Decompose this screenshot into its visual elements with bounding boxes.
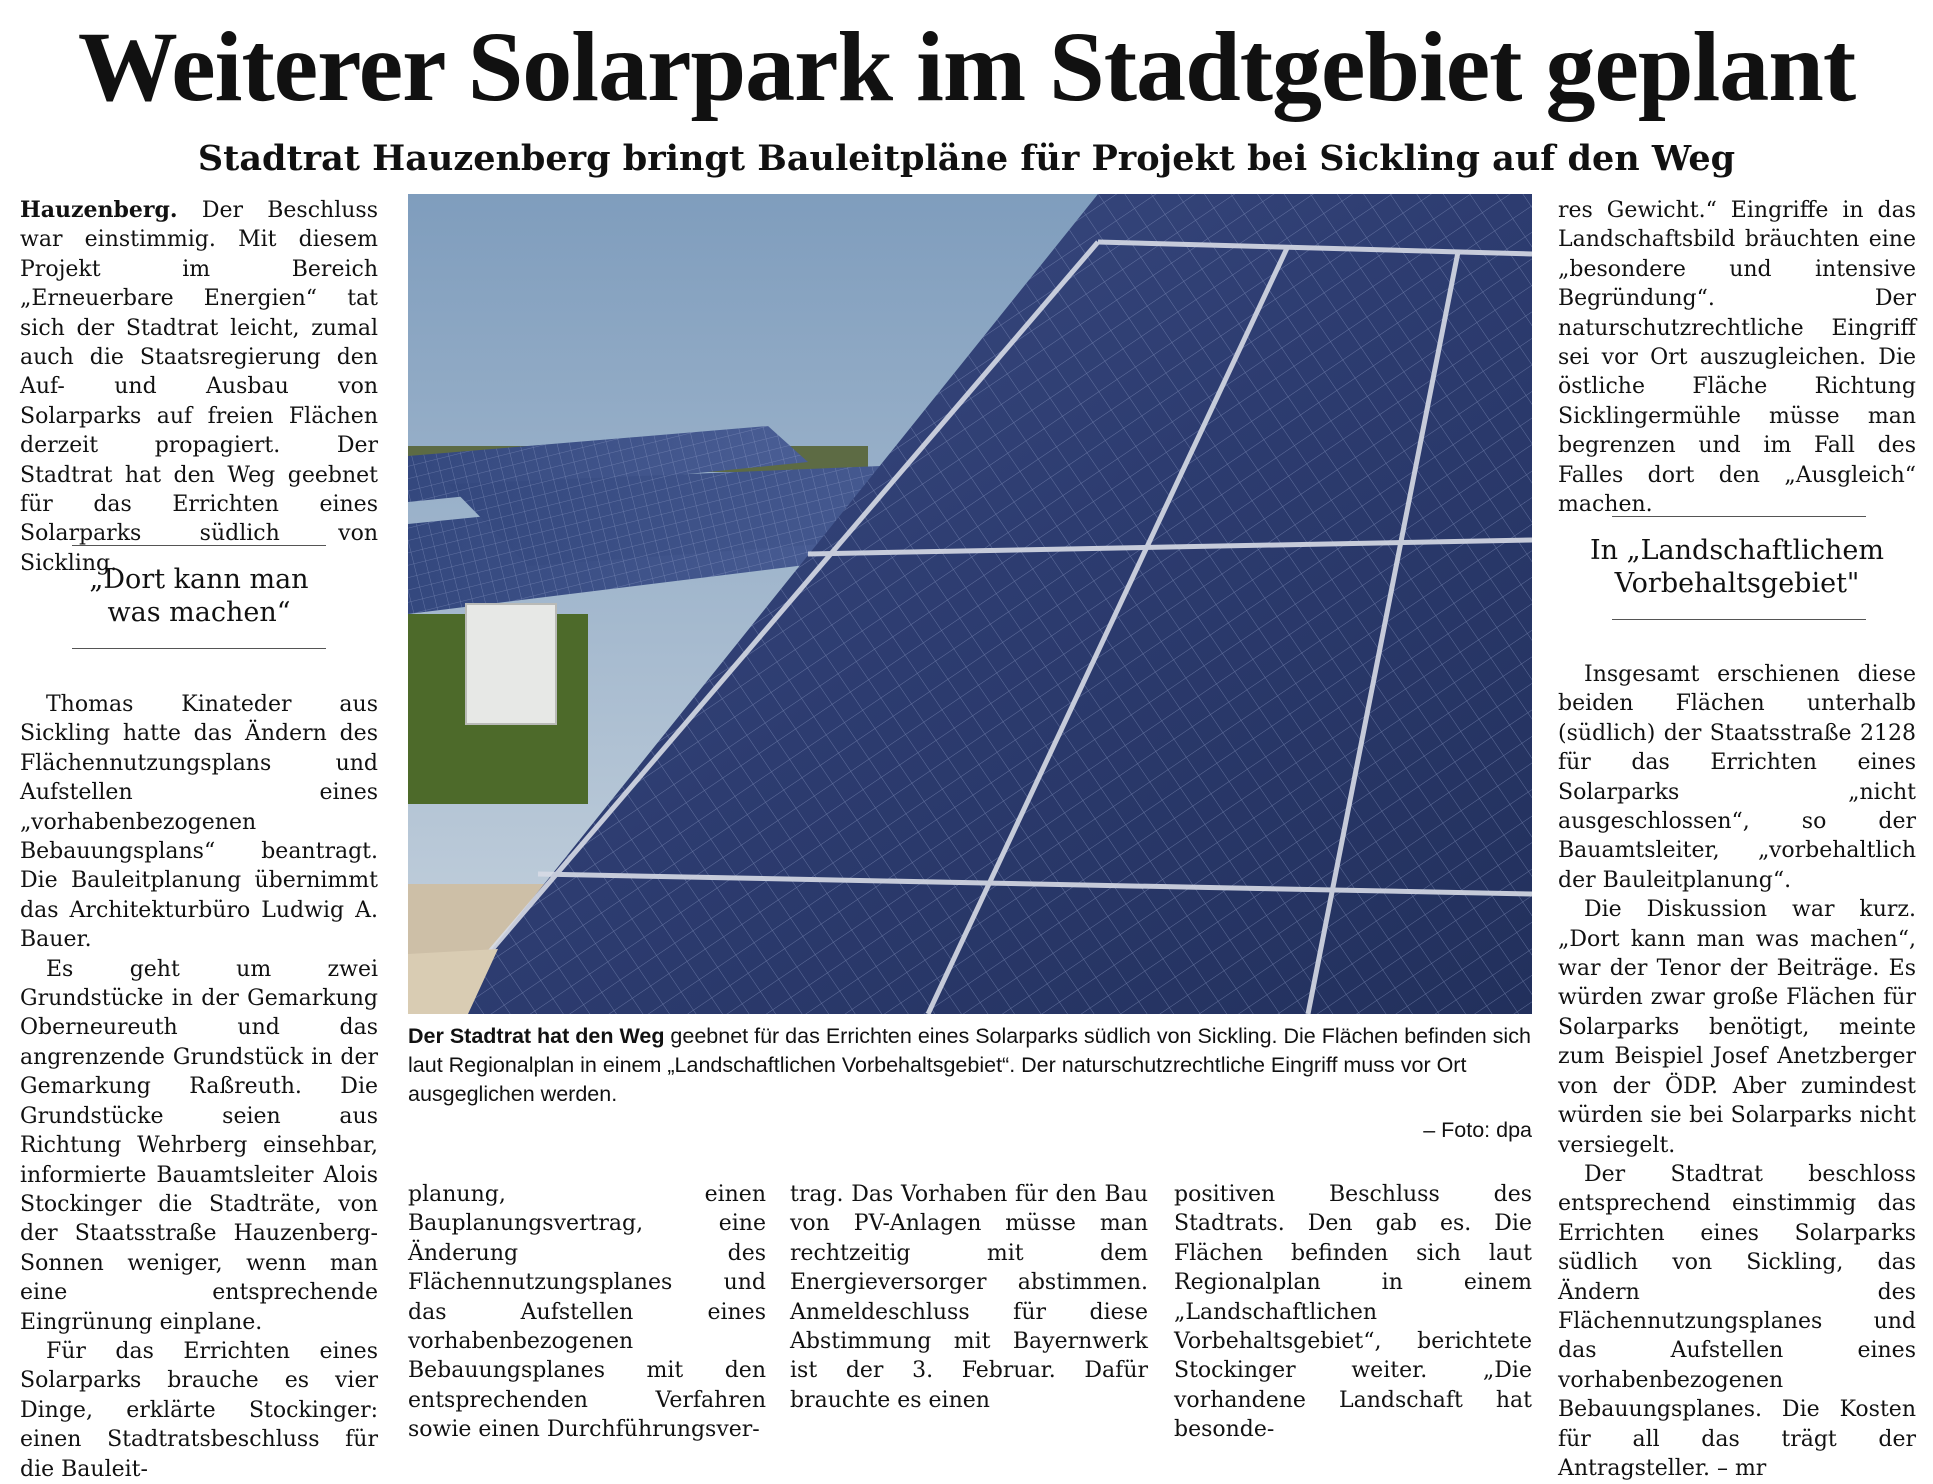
column-4: positiven Beschluss des Stadtrats. Den gab es. Die Flächen befinden sich laut Regionalplan in einem „Landschaftlichen Vorbehaltsgebiet“, berichtete Stockinger weiter. „Die vorhandene Landschaft hat besonde- xyxy=(1174,1182,1532,1443)
intro-paragraph: Hauzenberg. Der Beschluss war einstimmig. Mit diesem Projekt im Bereich „Erneuerbare Energien“ tat sich der Stadtrat leicht, zumal auch die Staatsregierung den Auf- und Ausbau von Solarparks auf freien Flächen derzeit propagiert. Der Stadtrat hat den Weg geebnet für das Errichten eines Solarparks südlich von Sickling. xyxy=(20,197,378,576)
column-5-body xyxy=(1558,660,1916,1483)
dateline: Hauzenberg. xyxy=(20,197,178,223)
column-5-top: res Gewicht.“ Eingriffe in das Landschaftsbild bräuchten eine „besondere und intensive Begründung“. Der naturschutzrechtliche Eingriff sei vor Ort auszugleichen. Die östliche Fläche Richtung Sicklingermühle müsse man begrenzen und im Fall des Falles dort den „Ausgleich“ machen. xyxy=(1558,198,1916,518)
paragraph: Thomas Kinateder aus Sickling hatte das Ändern des Flächennutzungsplans und Aufstellen eines „vorhabenbezogenen Bebauungsplans“ beantragt. Die Bauleitplanung übernimmt das Architekturbüro Ludwig A. Bauer. xyxy=(20,692,378,953)
subhead-rule-bottom xyxy=(1612,619,1866,620)
solar-panels-photo xyxy=(408,194,1532,1014)
subhead-rule-bottom xyxy=(72,648,326,649)
paragraph: Der Stadtrat beschloss entsprechend einstimmig das Errichten eines Solarparks südlich von Sickling, das Ändern des Flächennutzungsplanes und das Aufstellen eines vorhabenbezogenen Bebauungsplanes. Die Kosten für all das trägt der Antragsteller. – mr xyxy=(1558,1161,1916,1481)
subhead-rule-top xyxy=(1612,516,1866,517)
paragraph: Es geht um zwei Grundstücke in der Gemarkung Oberneureuth und das angrenzende Grundstück in der Gemarkung Raßreuth. Die Grundstücke seien aus Richtung Wehrberg einsehbar, informierte Bauamtsleiter Alois Stockinger die Stadträte, von der Staatsstraße Hauzenberg-Sonnen weniger, wenn man eine entsprechende Eingrünung einplane. xyxy=(20,956,378,1335)
photo-credit: – Foto: dpa xyxy=(1423,1118,1532,1142)
column-3: trag. Das Vorhaben für den Bau von PV-Anlagen müsse man rechtzeitig mit dem Energieversorger abstimmen. Anmeldeschluss für diese Abstimmung mit Bayernwerk ist der 3. Februar. Dafür brauchte es einen xyxy=(790,1182,1148,1413)
photo-caption xyxy=(408,1022,1532,1109)
headline: Weiterer Solarpark im Stadtgebiet geplant xyxy=(77,11,1856,122)
subheadline: Stadtrat Hauzenberg bringt Bauleitpläne für Projekt bei Sickling auf den Weg xyxy=(197,138,1736,179)
caption-lead: Der Stadtrat hat den Weg xyxy=(408,1024,665,1048)
paragraph: Für das Errichten eines Solarparks brauche es vier Dinge, erklärte Stockinger: einen Stadtratsbeschluss für die Bauleit- xyxy=(20,1338,378,1482)
column-1-body xyxy=(20,690,378,1484)
subhead-rule-top xyxy=(72,545,326,546)
column-subhead-1: „Dort kann man was machen“ xyxy=(89,564,309,628)
column-1-top xyxy=(20,196,378,578)
column-subhead-2: In „Landschaftlichem Vorbehaltsgebiet" xyxy=(1590,535,1884,599)
author-signoff: – mr xyxy=(1716,1455,1767,1481)
paragraph: Insgesamt erschienen diese beiden Flächen unterhalb (südlich) der Staatsstraße 2128 für das Errichten eines Solarparks „nicht ausgeschlossen“, so der Bauamtsleiter, „vorbehaltlich der Bauleitplanung“. xyxy=(1558,662,1916,893)
caption-text: geebnet für das Errichten eines Solarparks südlich von Sickling. Die Flächen befinden sich laut Regionalplan in einem „Landschaftlichen Vorbehaltsgebiet“. Der naturschutzrechtliche Eingriff muss vor Ort ausgeglichen werden. xyxy=(408,1024,1531,1106)
column-2: planung, einen Bauplanungsvertrag, eine Änderung des Flächennutzungsplanes und das Aufstellen eines vorhabenbezogenen Bebauungsplanes mit den entsprechenden Verfahren sowie einen Durchführungsver- xyxy=(408,1182,766,1443)
paragraph: Die Diskussion war kurz. „Dort kann man was machen“, war der Tenor der Beiträge. Es würden zwar große Flächen für Solarparks benötigt, meinte zum Beispiel Josef Anetzberger von der ÖDP. Aber zumindest würden sie bei Solarparks nicht versiegelt. xyxy=(1558,897,1916,1158)
